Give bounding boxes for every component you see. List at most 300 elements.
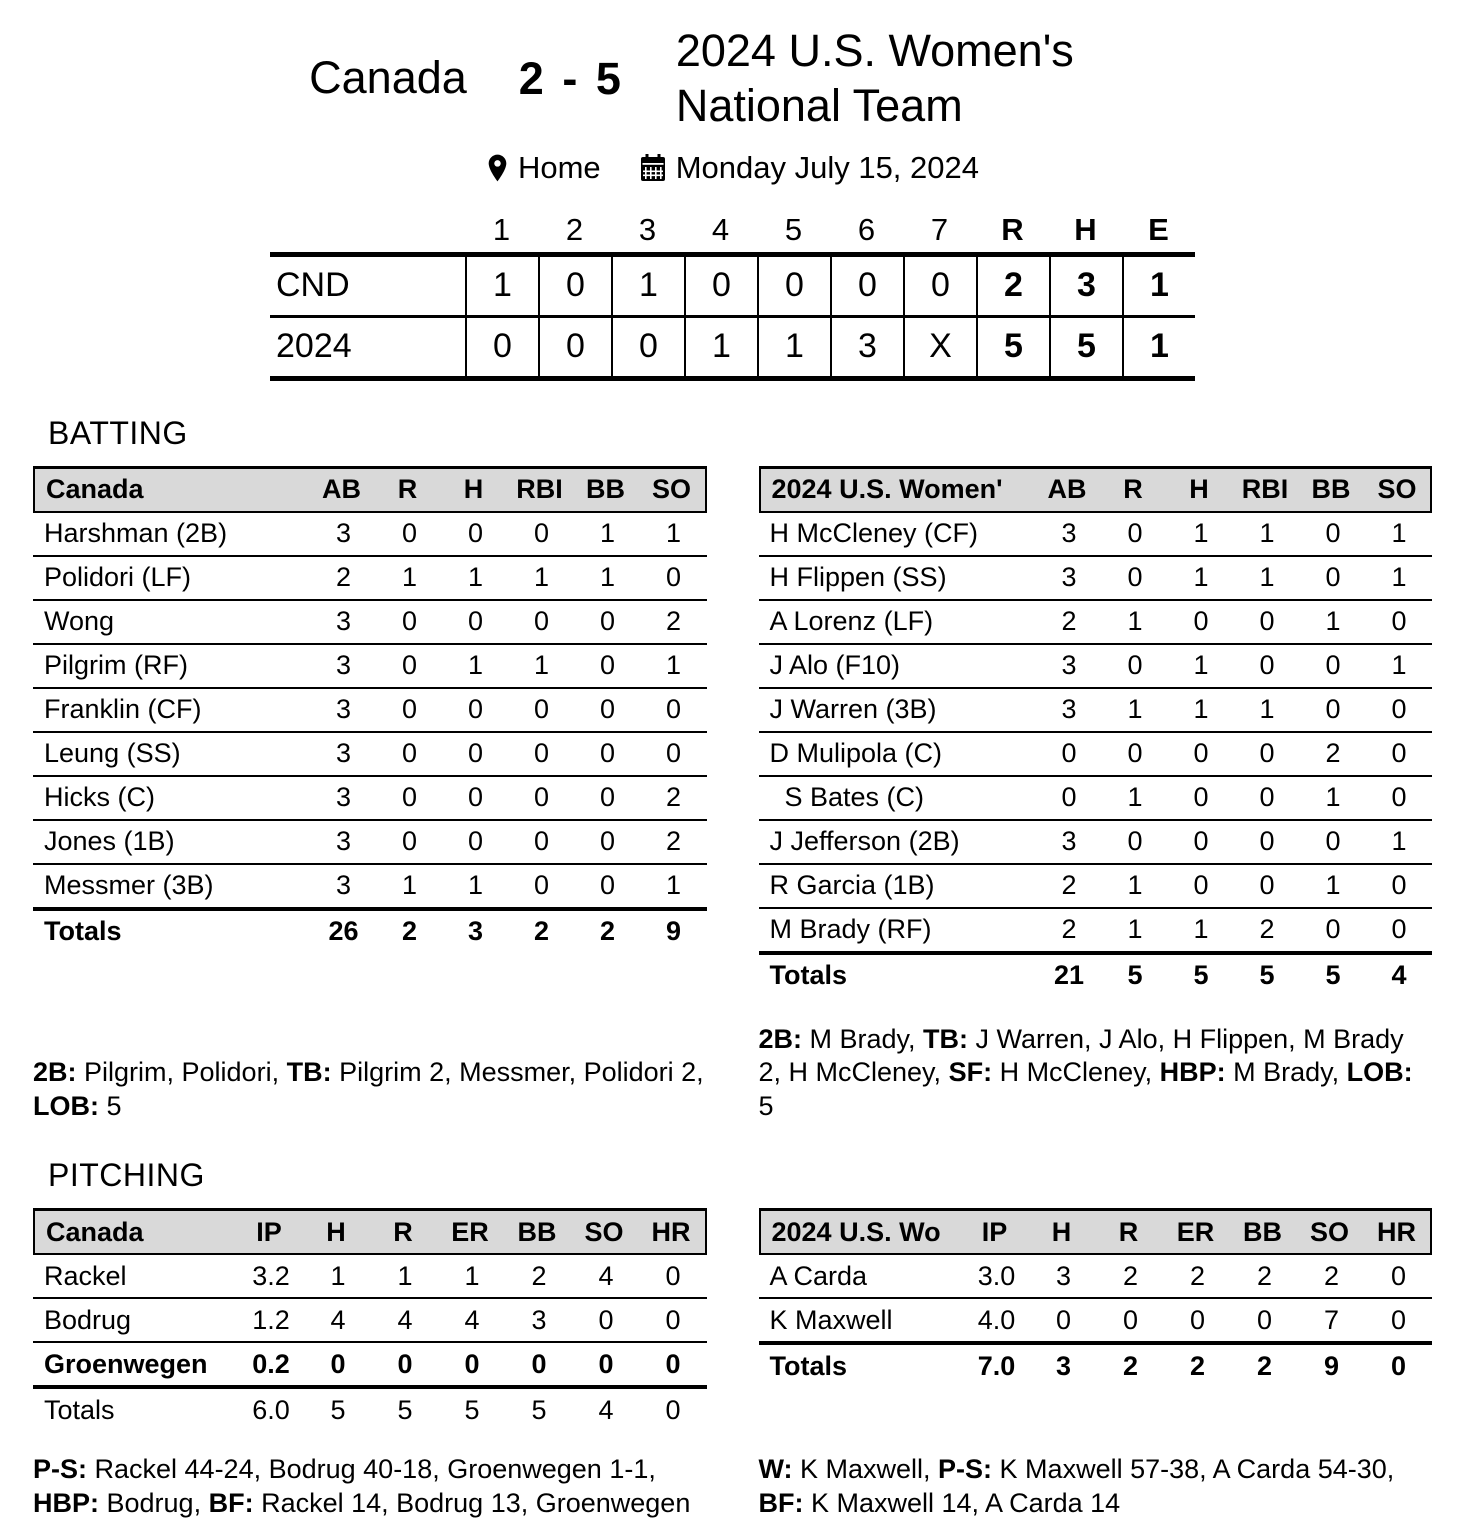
stats-row bbox=[33, 645, 707, 689]
stat-cell: 3 bbox=[1061, 562, 1077, 593]
stat-cell: 0 bbox=[533, 782, 550, 813]
note-text: Rackel 44-24, Bodrug 40-18, Groenwegen 1-1, bbox=[87, 1454, 656, 1485]
linescore-header-row bbox=[270, 206, 1195, 252]
stats-row bbox=[759, 955, 1433, 997]
stat-cell: 9 bbox=[1323, 1350, 1340, 1381]
stat-cell: 3.2 bbox=[252, 1260, 290, 1291]
stat-cell: 0 bbox=[1127, 518, 1143, 549]
stat-cell: 3 bbox=[1061, 650, 1077, 681]
stat-cell: 0 bbox=[665, 1348, 681, 1379]
stat-cell: 1 bbox=[1127, 914, 1143, 945]
stat-cell: 4 bbox=[598, 1260, 614, 1291]
stat-cell: 0 bbox=[401, 518, 418, 549]
stat-cell: 0 bbox=[1193, 782, 1209, 813]
note-label: P-S: bbox=[33, 1454, 87, 1485]
linescore-cell: 0 bbox=[465, 318, 538, 376]
linescore-body bbox=[270, 252, 1195, 381]
stat-cell: 0 bbox=[1391, 870, 1407, 901]
linescore-cell: 5 bbox=[976, 318, 1049, 376]
stat-cell: 5 bbox=[1193, 960, 1209, 991]
player-name-cell: J Warren (3B) bbox=[769, 694, 937, 725]
stats-column-header: H bbox=[463, 474, 484, 505]
stat-cell: 0 bbox=[467, 694, 484, 725]
stats-row bbox=[33, 911, 707, 953]
stat-cell: 0 bbox=[401, 782, 418, 813]
stat-cell: 0 bbox=[533, 606, 550, 637]
player-name-cell: A Lorenz (LF) bbox=[769, 606, 934, 637]
stat-cell: 0 bbox=[1325, 562, 1341, 593]
stat-cell: 6.0 bbox=[252, 1394, 290, 1425]
stat-cell: 0 bbox=[1193, 606, 1209, 637]
stats-row bbox=[759, 689, 1433, 733]
stats-team-header: Canada bbox=[46, 474, 144, 505]
stat-cell: 2 bbox=[1122, 1350, 1139, 1381]
stat-cell: 0 bbox=[1325, 518, 1341, 549]
player-name-cell: H McCleney (CF) bbox=[769, 518, 979, 549]
player-name-cell: Totals bbox=[769, 1350, 848, 1381]
pitching-notes-canada bbox=[33, 1431, 707, 1520]
pitching-heading: PITCHING bbox=[48, 1157, 205, 1194]
stat-cell: 1 bbox=[599, 562, 616, 593]
final-score: 2 - 5 bbox=[518, 52, 624, 104]
player-name-cell: H Flippen (SS) bbox=[769, 562, 947, 593]
stat-cell: 3 bbox=[1061, 826, 1077, 857]
stats-row bbox=[759, 557, 1433, 601]
stat-cell: 4 bbox=[330, 1304, 346, 1335]
stat-cell: 0 bbox=[1061, 738, 1077, 769]
stat-cell: 2 bbox=[335, 562, 352, 593]
player-name-cell: K Maxwell bbox=[769, 1304, 893, 1335]
away-team-name: Canada bbox=[309, 52, 467, 104]
stat-cell: 1 bbox=[665, 650, 682, 681]
linescore-header-cell: 2 bbox=[565, 211, 584, 247]
note-text: 5 bbox=[758, 1090, 774, 1121]
pitching-notes-usa bbox=[759, 1431, 1433, 1520]
stat-cell: 0 bbox=[401, 694, 418, 725]
stat-cell: 5 bbox=[531, 1394, 547, 1425]
linescore-cell: 0 bbox=[538, 318, 611, 376]
player-name-cell: Totals bbox=[769, 960, 848, 991]
game-header bbox=[0, 0, 1465, 134]
location-pin-icon bbox=[486, 153, 509, 183]
stats-column-header: HR bbox=[651, 1216, 691, 1247]
linescore-cell: 0 bbox=[538, 257, 611, 315]
stats-row bbox=[33, 601, 707, 645]
stat-cell: 0 bbox=[397, 1348, 413, 1379]
linescore-cell: 2 bbox=[976, 257, 1049, 315]
note-text: M Brady, bbox=[1225, 1057, 1347, 1088]
player-name-cell: M Brady (RF) bbox=[769, 914, 932, 945]
stat-cell: 1 bbox=[1391, 826, 1407, 857]
stat-cell: 0 bbox=[1390, 1350, 1407, 1381]
stat-cell: 1 bbox=[1391, 518, 1407, 549]
stats-header-row bbox=[33, 1208, 707, 1255]
stat-cell: 2 bbox=[531, 1260, 547, 1291]
stats-column-header: SO bbox=[651, 474, 691, 505]
stat-cell: 0 bbox=[533, 870, 550, 901]
stats-column-header: IP bbox=[981, 1216, 1008, 1247]
stat-cell: 2 bbox=[1256, 1260, 1273, 1291]
stat-cell: 0 bbox=[1259, 782, 1275, 813]
stat-cell: 1 bbox=[467, 650, 484, 681]
stat-cell: 0 bbox=[467, 738, 484, 769]
stat-cell: 2 bbox=[1189, 1260, 1206, 1291]
stats-row bbox=[33, 513, 707, 557]
note-label: P-S: bbox=[938, 1454, 993, 1485]
stat-cell: 2 bbox=[1325, 738, 1341, 769]
stat-cell: 5 bbox=[1325, 960, 1341, 991]
stat-cell: 0 bbox=[1122, 1304, 1139, 1335]
player-name-cell: J Alo (F10) bbox=[769, 650, 901, 681]
stat-cell: 1 bbox=[401, 562, 418, 593]
stat-cell: 5 bbox=[464, 1394, 480, 1425]
player-name-cell: Totals bbox=[44, 1394, 115, 1425]
linescore-cell: 1 bbox=[1122, 257, 1195, 315]
stat-cell: 0 bbox=[1193, 738, 1209, 769]
linescore-cell: 0 bbox=[830, 257, 903, 315]
stats-column-header: R bbox=[393, 1216, 413, 1247]
stat-cell: 4 bbox=[598, 1394, 614, 1425]
note-label: LOB: bbox=[33, 1090, 99, 1121]
stats-row bbox=[759, 601, 1433, 645]
stats-column-header: R bbox=[397, 474, 418, 505]
linescore-cell: 3 bbox=[830, 318, 903, 376]
stats-team-header: 2024 U.S. Women' bbox=[771, 474, 1003, 505]
stat-cell: 3 bbox=[335, 738, 352, 769]
stat-cell: 0 bbox=[665, 694, 682, 725]
linescore-cell: 5 bbox=[1049, 318, 1122, 376]
note-text: H McCleney, bbox=[992, 1057, 1160, 1088]
stat-cell: 1 bbox=[1193, 914, 1209, 945]
calendar-icon bbox=[639, 153, 667, 183]
linescore-cell: 0 bbox=[757, 257, 830, 315]
player-name-cell: A Carda bbox=[769, 1260, 868, 1291]
stats-header-row bbox=[759, 466, 1433, 513]
stat-cell: 0 bbox=[599, 694, 616, 725]
stat-cell: 0 bbox=[467, 606, 484, 637]
linescore-cell: 1 bbox=[757, 318, 830, 376]
linescore-header-cell: 4 bbox=[711, 211, 730, 247]
stat-cell: 0 bbox=[1127, 650, 1143, 681]
note-label: HBP: bbox=[1159, 1057, 1226, 1088]
stat-cell: 0 bbox=[533, 738, 550, 769]
stat-cell: 0.2 bbox=[252, 1348, 290, 1379]
stats-row bbox=[759, 777, 1433, 821]
stat-cell: 0 bbox=[1325, 826, 1341, 857]
stats-row bbox=[33, 689, 707, 733]
stats-row bbox=[759, 513, 1433, 557]
stat-cell: 1 bbox=[464, 1260, 480, 1291]
stat-cell: 3 bbox=[531, 1304, 547, 1335]
stat-cell: 0 bbox=[467, 782, 484, 813]
stat-cell: 0 bbox=[1325, 914, 1341, 945]
stat-cell: 0 bbox=[1391, 914, 1407, 945]
note-label: BF: bbox=[758, 1487, 804, 1518]
linescore-cell: 1 bbox=[611, 257, 684, 315]
batting-heading: BATTING bbox=[48, 414, 188, 451]
stat-cell: 0 bbox=[401, 826, 418, 857]
stat-cell: 0 bbox=[599, 870, 616, 901]
player-name-cell: Messmer (3B) bbox=[44, 870, 214, 901]
stat-cell: 1 bbox=[665, 870, 682, 901]
player-name-cell: R Garcia (1B) bbox=[769, 870, 935, 901]
game-date: Monday July 15, 2024 bbox=[675, 149, 979, 185]
stat-cell: 0 bbox=[1390, 1304, 1407, 1335]
stats-team-header: 2024 U.S. Wo bbox=[771, 1216, 941, 1247]
linescore-header-cell: 6 bbox=[857, 211, 876, 247]
stat-cell: 7.0 bbox=[977, 1350, 1016, 1381]
stat-cell: 0 bbox=[1259, 650, 1275, 681]
stat-cell: 1 bbox=[1391, 650, 1407, 681]
stats-column-header: H bbox=[1189, 474, 1209, 505]
stat-cell: 0 bbox=[533, 518, 550, 549]
linescore-row bbox=[270, 257, 1195, 318]
stats-column-header: SO bbox=[584, 1216, 624, 1247]
batting-table-usa bbox=[759, 466, 1433, 997]
stat-cell: 2 bbox=[665, 782, 682, 813]
stat-cell: 1 bbox=[401, 870, 418, 901]
stat-cell: 1 bbox=[1193, 694, 1209, 725]
stat-cell: 1 bbox=[1127, 694, 1143, 725]
note-label: LOB: bbox=[1346, 1057, 1413, 1088]
stat-cell: 0 bbox=[464, 1348, 480, 1379]
linescore-header-cell: 5 bbox=[784, 211, 803, 247]
home-team-name: 2024 U.S. Women's National Team bbox=[675, 25, 1074, 131]
stat-cell: 1 bbox=[1193, 518, 1209, 549]
stat-cell: 3 bbox=[1061, 518, 1077, 549]
stat-cell: 3 bbox=[1061, 694, 1077, 725]
stat-cell: 4 bbox=[464, 1304, 480, 1335]
player-name-cell: D Mulipola (C) bbox=[769, 738, 943, 769]
stat-cell: 0 bbox=[1391, 606, 1407, 637]
stats-row bbox=[759, 1299, 1433, 1345]
stat-cell: 2 bbox=[665, 826, 682, 857]
stat-cell: 0 bbox=[598, 1304, 614, 1335]
player-name-cell: Rackel bbox=[44, 1260, 127, 1291]
stats-column-header: ER bbox=[451, 1216, 489, 1247]
stat-cell: 0 bbox=[401, 606, 418, 637]
linescore-cell: 3 bbox=[1049, 257, 1122, 315]
stat-cell: 0 bbox=[1193, 870, 1209, 901]
stat-cell: 3.0 bbox=[977, 1260, 1016, 1291]
date-item bbox=[639, 150, 979, 186]
stat-cell: 3 bbox=[335, 870, 352, 901]
note-label: BF: bbox=[208, 1487, 254, 1518]
stats-row bbox=[759, 645, 1433, 689]
stats-column-header: HR bbox=[1377, 1216, 1416, 1247]
stat-cell: 21 bbox=[1053, 960, 1085, 991]
stat-cell: 0 bbox=[1193, 826, 1209, 857]
stat-cell: 5 bbox=[330, 1394, 346, 1425]
stats-column-header: H bbox=[1051, 1216, 1072, 1247]
linescore-header-cell: R bbox=[1001, 211, 1024, 247]
player-name-cell: Leung (SS) bbox=[44, 738, 181, 769]
pitching-table-usa bbox=[759, 1208, 1433, 1387]
note-text: Bodrug, bbox=[99, 1487, 209, 1518]
stat-cell: 0 bbox=[1259, 606, 1275, 637]
stat-cell: 0 bbox=[1259, 738, 1275, 769]
note-text: M Brady, bbox=[802, 1023, 924, 1054]
stat-cell: 1 bbox=[1193, 650, 1209, 681]
player-name-cell: S Bates (C) bbox=[769, 782, 925, 813]
linescore-cell: 0 bbox=[611, 318, 684, 376]
stat-cell: 3 bbox=[335, 518, 352, 549]
linescore-cell: 1 bbox=[1122, 318, 1195, 376]
stat-cell: 3 bbox=[467, 916, 484, 947]
stats-column-header: BB bbox=[1243, 1216, 1282, 1247]
stats-column-header: SO bbox=[1377, 474, 1417, 505]
stats-team-header: Canada bbox=[46, 1216, 144, 1247]
note-text: Pilgrim, Polidori, bbox=[76, 1057, 287, 1088]
stat-cell: 0 bbox=[1259, 826, 1275, 857]
player-name-cell: Totals bbox=[44, 916, 122, 947]
stat-cell: 5 bbox=[1127, 960, 1143, 991]
stat-cell: 0 bbox=[467, 518, 484, 549]
stat-cell: 0 bbox=[531, 1348, 547, 1379]
stat-cell: 4 bbox=[397, 1304, 413, 1335]
stat-cell: 1 bbox=[533, 650, 550, 681]
stats-row bbox=[759, 865, 1433, 909]
stat-cell: 2 bbox=[599, 916, 616, 947]
stats-column-header: ER bbox=[1176, 1216, 1215, 1247]
player-name-cell: Wong bbox=[44, 606, 115, 637]
stat-cell: 1 bbox=[467, 562, 484, 593]
stat-cell: 4.0 bbox=[977, 1304, 1016, 1335]
note-text: K Maxwell, bbox=[792, 1454, 939, 1485]
player-name-cell: Polidori (LF) bbox=[44, 562, 192, 593]
stats-row bbox=[759, 909, 1433, 955]
stats-row bbox=[759, 1255, 1433, 1299]
stat-cell: 1 bbox=[533, 562, 550, 593]
stats-header-row bbox=[33, 466, 707, 513]
stat-cell: 2 bbox=[1061, 914, 1077, 945]
stats-column-header: RBI bbox=[1241, 474, 1289, 505]
stat-cell: 0 bbox=[533, 694, 550, 725]
note-label: 2B: bbox=[758, 1023, 803, 1054]
stat-cell: 2 bbox=[665, 606, 682, 637]
game-meta bbox=[0, 150, 1465, 186]
stats-row bbox=[33, 865, 707, 911]
stat-cell: 0 bbox=[599, 606, 616, 637]
note-text: Pilgrim 2, Messmer, Polidori 2, bbox=[331, 1057, 704, 1088]
stat-cell: 1 bbox=[665, 518, 682, 549]
linescore-team-cell: 2024 bbox=[276, 327, 352, 366]
stat-cell: 1 bbox=[397, 1260, 413, 1291]
linescore-header-cell: H bbox=[1074, 211, 1097, 247]
stat-cell: 0 bbox=[1127, 826, 1143, 857]
stat-cell: 1 bbox=[1259, 694, 1275, 725]
location-item bbox=[486, 150, 601, 186]
stat-cell: 2 bbox=[1256, 1350, 1273, 1381]
stats-row bbox=[759, 821, 1433, 865]
player-name-cell: Jones (1B) bbox=[44, 826, 175, 857]
player-name-cell: Bodrug bbox=[44, 1304, 132, 1335]
stat-cell: 2 bbox=[1259, 914, 1275, 945]
stats-row bbox=[759, 1345, 1433, 1387]
linescore-row bbox=[270, 318, 1195, 376]
linescore-header-cell: 1 bbox=[492, 211, 511, 247]
stat-cell: 1 bbox=[1127, 606, 1143, 637]
stat-cell: 0 bbox=[599, 782, 616, 813]
stat-cell: 3 bbox=[335, 606, 352, 637]
linescore-cell: 0 bbox=[684, 257, 757, 315]
stat-cell: 2 bbox=[1189, 1350, 1206, 1381]
stat-cell: 0 bbox=[665, 738, 682, 769]
stats-row bbox=[33, 1389, 707, 1431]
stat-cell: 1 bbox=[330, 1260, 346, 1291]
stat-cell: 0 bbox=[1055, 1304, 1072, 1335]
stat-cell: 3 bbox=[335, 694, 352, 725]
stat-cell: 0 bbox=[598, 1348, 614, 1379]
stat-cell: 1 bbox=[1391, 562, 1407, 593]
stat-cell: 0 bbox=[1390, 1260, 1407, 1291]
stat-cell: 0 bbox=[1259, 870, 1275, 901]
batting-table-canada bbox=[33, 466, 707, 953]
linescore-corner bbox=[270, 206, 465, 252]
stat-cell: 0 bbox=[1325, 650, 1341, 681]
stat-cell: 1 bbox=[467, 870, 484, 901]
stat-cell: 0 bbox=[665, 1394, 681, 1425]
stats-column-header: IP bbox=[256, 1216, 282, 1247]
stat-cell: 2 bbox=[401, 916, 418, 947]
stats-row bbox=[33, 777, 707, 821]
linescore-header-cell: E bbox=[1148, 211, 1169, 247]
stat-cell: 2 bbox=[1122, 1260, 1139, 1291]
stat-cell: 1.2 bbox=[252, 1304, 290, 1335]
stat-cell: 2 bbox=[1323, 1260, 1340, 1291]
stats-row bbox=[33, 1255, 707, 1299]
note-label: SF: bbox=[948, 1057, 993, 1088]
stats-column-header: BB bbox=[517, 1216, 557, 1247]
stats-row bbox=[33, 557, 707, 601]
stat-cell: 0 bbox=[330, 1348, 346, 1379]
stat-cell: 1 bbox=[1325, 870, 1341, 901]
stat-cell: 3 bbox=[1055, 1260, 1072, 1291]
stats-column-header: AB bbox=[322, 474, 361, 505]
player-name-cell: Harshman (2B) bbox=[44, 518, 228, 549]
stat-cell: 2 bbox=[1061, 606, 1077, 637]
stat-cell: 5 bbox=[1259, 960, 1275, 991]
stat-cell: 0 bbox=[1127, 738, 1143, 769]
linescore-cell: 1 bbox=[684, 318, 757, 376]
stats-column-header: AB bbox=[1047, 474, 1087, 505]
note-label: TB: bbox=[286, 1057, 332, 1088]
linescore-cell: 0 bbox=[903, 257, 976, 315]
stat-cell: 0 bbox=[533, 826, 550, 857]
note-label: 2B: bbox=[33, 1057, 77, 1088]
stat-cell: 1 bbox=[1193, 562, 1209, 593]
stats-row bbox=[33, 733, 707, 777]
linescore-header-cell: 3 bbox=[638, 211, 657, 247]
stat-cell: 4 bbox=[1391, 960, 1407, 991]
player-name-cell: J Jefferson (2B) bbox=[769, 826, 960, 857]
stats-column-header: RBI bbox=[516, 474, 563, 505]
player-name-cell: Franklin (CF) bbox=[44, 694, 202, 725]
stat-cell: 1 bbox=[1259, 562, 1275, 593]
stat-cell: 3 bbox=[335, 826, 352, 857]
pitching-section bbox=[0, 1157, 1465, 1520]
stat-cell: 7 bbox=[1323, 1304, 1340, 1335]
stat-cell: 0 bbox=[1391, 738, 1407, 769]
pitching-table-canada bbox=[33, 1208, 707, 1431]
stat-cell: 3 bbox=[1055, 1350, 1072, 1381]
note-label: HBP: bbox=[33, 1487, 99, 1518]
linescore-team-cell: CND bbox=[276, 266, 350, 305]
stats-row bbox=[759, 733, 1433, 777]
stats-row bbox=[33, 821, 707, 865]
stat-cell: 1 bbox=[599, 518, 616, 549]
note-text: Rackel 14, Bodrug 13, Groenwegen bbox=[253, 1487, 691, 1518]
